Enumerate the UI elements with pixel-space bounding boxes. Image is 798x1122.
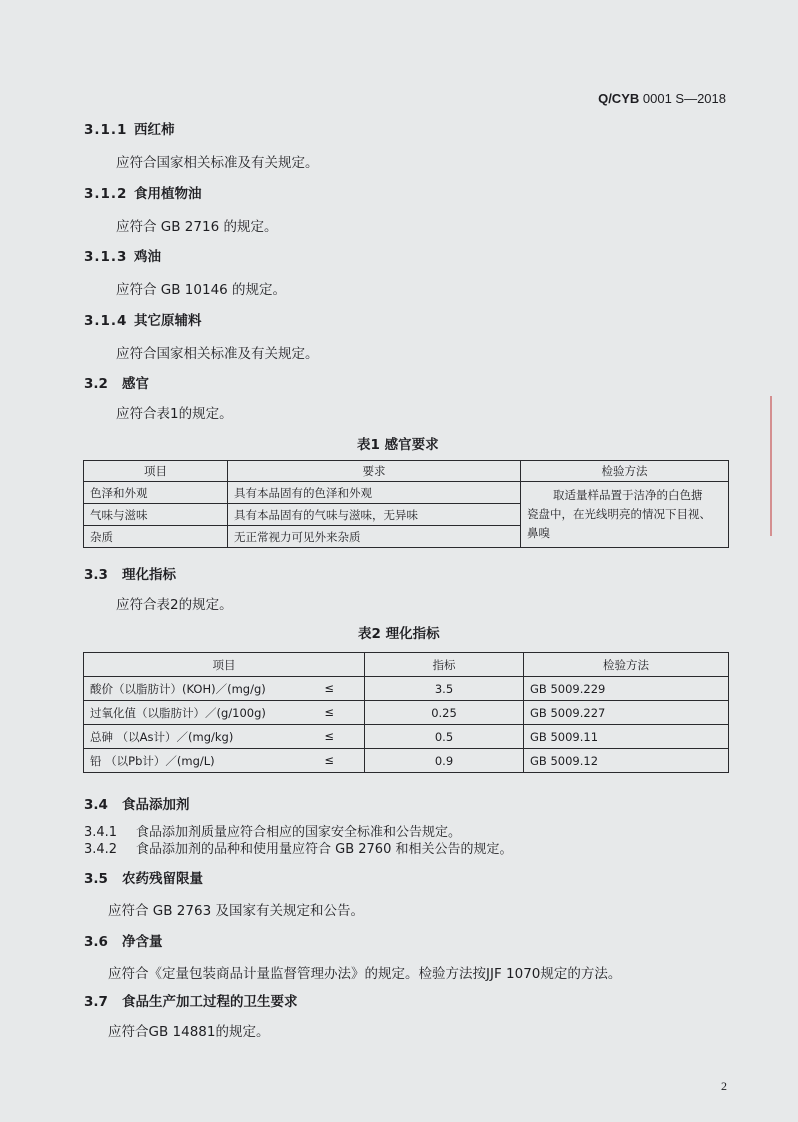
table-header-cell: 项目 — [84, 461, 228, 482]
table-header-cell: 检验方法 — [521, 461, 729, 482]
clause-number: 3.4.1 — [84, 825, 118, 840]
table-row — [84, 701, 729, 725]
table-row — [84, 725, 729, 749]
section-3-4-2 — [84, 838, 512, 857]
section-3-2-body: 应符合表1的规定。 — [116, 406, 233, 422]
clause-text: 食品添加剂质量应符合相应的国家安全标准和公告规定。 — [136, 825, 462, 840]
comparison-operator: ≤ — [324, 728, 334, 743]
section-3-1-1-heading — [84, 118, 175, 138]
section-number: 3.4 — [84, 797, 108, 813]
section-title: 食品生产加工过程的卫生要求 — [122, 994, 298, 1010]
section-number: 3.1.1 — [84, 122, 128, 138]
section-3-1-4-body: 应符合国家相关标准及有关规定。 — [116, 346, 319, 362]
section-3-6-heading — [84, 930, 163, 950]
section-number: 3.5 — [84, 871, 108, 887]
table-row — [84, 677, 729, 701]
table-header-cell: 要求 — [228, 461, 521, 482]
section-number: 3.1.4 — [84, 313, 128, 329]
section-number: 3.1.2 — [84, 186, 128, 202]
table-row — [84, 749, 729, 773]
section-3-3-body: 应符合表2的规定。 — [116, 597, 233, 613]
section-3-2-heading — [84, 372, 149, 392]
table-header-row — [84, 653, 729, 677]
table-cell-item — [84, 677, 365, 701]
table-cell-value: 0.25 — [365, 701, 524, 725]
document-code — [598, 91, 726, 106]
table-header-cell: 检验方法 — [524, 653, 729, 677]
inspection-method-cell — [521, 482, 729, 548]
comparison-operator: ≤ — [324, 680, 334, 695]
table2-caption: 表2 理化指标 — [358, 626, 440, 642]
method-line: 取适量样品置于洁净的白色搪 — [553, 488, 703, 502]
doc-code-prefix: Q/CYB — [598, 91, 640, 106]
section-number: 3.7 — [84, 994, 108, 1010]
comparison-operator: ≤ — [324, 752, 334, 767]
table-cell-method: GB 5009.12 — [524, 749, 729, 773]
section-3-6-body: 应符合《定量包装商品计量监督管理办法》的规定。检验方法按JJF 1070规定的方法。 — [108, 966, 622, 982]
table-cell: 具有本品固有的色泽和外观 — [228, 482, 521, 504]
table-cell-method: GB 5009.11 — [524, 725, 729, 749]
section-title: 食品添加剂 — [122, 797, 190, 813]
section-number: 3.1.3 — [84, 249, 128, 265]
item-name: 酸价（以脂肪计）(KOH)／(mg/g) — [90, 681, 266, 696]
table-cell: 气味与滋味 — [84, 504, 228, 526]
section-title: 净含量 — [122, 934, 163, 950]
section-number: 3.2 — [84, 376, 108, 392]
section-title: 感官 — [122, 376, 149, 392]
section-3-5-body: 应符合 GB 2763 及国家有关规定和公告。 — [108, 903, 364, 919]
method-line: 鼻嗅 — [527, 526, 550, 540]
section-3-7-heading — [84, 990, 298, 1010]
item-name: 过氧化值（以脂肪计）／(g/100g) — [90, 705, 266, 720]
section-3-3-heading — [84, 563, 176, 583]
section-3-5-heading — [84, 867, 203, 887]
section-3-4-heading — [84, 793, 190, 813]
section-3-1-2-heading — [84, 182, 202, 202]
section-title: 其它原辅料 — [134, 313, 202, 329]
comparison-operator: ≤ — [324, 704, 334, 719]
section-3-1-4-heading — [84, 309, 202, 329]
clause-text: 食品添加剂的品种和使用量应符合 GB 2760 和相关公告的规定。 — [136, 842, 513, 857]
section-3-1-3-heading — [84, 245, 161, 265]
method-line: 瓷盘中，在光线明亮的情况下目视、 — [527, 507, 711, 521]
clause-number: 3.4.2 — [84, 842, 118, 857]
table-cell-value: 0.9 — [365, 749, 524, 773]
table-cell: 色泽和外观 — [84, 482, 228, 504]
section-3-7-body: 应符合GB 14881的规定。 — [108, 1024, 270, 1040]
table-cell: 无正常视力可见外来杂质 — [228, 526, 521, 548]
section-title: 农药残留限量 — [122, 871, 203, 887]
physicochemical-indicators-table — [83, 652, 729, 773]
table-cell-item — [84, 725, 365, 749]
doc-code-suffix: 0001 S—2018 — [642, 91, 726, 106]
table-cell-item — [84, 701, 365, 725]
table-header-cell: 项目 — [84, 653, 365, 677]
section-title: 理化指标 — [122, 567, 176, 583]
section-title: 西红柿 — [134, 122, 175, 138]
section-3-1-1-body: 应符合国家相关标准及有关规定。 — [116, 155, 319, 171]
section-title: 食用植物油 — [134, 186, 202, 202]
table-cell: 杂质 — [84, 526, 228, 548]
red-seal-stamp — [770, 396, 798, 536]
page-number: 2 — [721, 1079, 727, 1093]
table-cell-method: GB 5009.229 — [524, 677, 729, 701]
table-cell: 具有本品固有的气味与滋味，无异味 — [228, 504, 521, 526]
item-name: 铅 （以Pb计）／(mg/L) — [90, 753, 215, 768]
section-title: 鸡油 — [134, 249, 161, 265]
section-number: 3.6 — [84, 934, 108, 950]
item-name: 总砷 （以As计）／(mg/kg) — [90, 729, 234, 744]
table-cell-method: GB 5009.227 — [524, 701, 729, 725]
sensory-requirements-table — [83, 460, 729, 548]
table-row — [84, 482, 729, 504]
table-cell-item — [84, 749, 365, 773]
table-cell-value: 3.5 — [365, 677, 524, 701]
section-number: 3.3 — [84, 567, 108, 583]
table-header-cell: 指标 — [365, 653, 524, 677]
table1-caption: 表1 感官要求 — [357, 437, 439, 453]
section-3-1-3-body: 应符合 GB 10146 的规定。 — [116, 282, 287, 298]
table-cell-value: 0.5 — [365, 725, 524, 749]
table-header-row — [84, 461, 729, 482]
section-3-1-2-body: 应符合 GB 2716 的规定。 — [116, 219, 278, 235]
